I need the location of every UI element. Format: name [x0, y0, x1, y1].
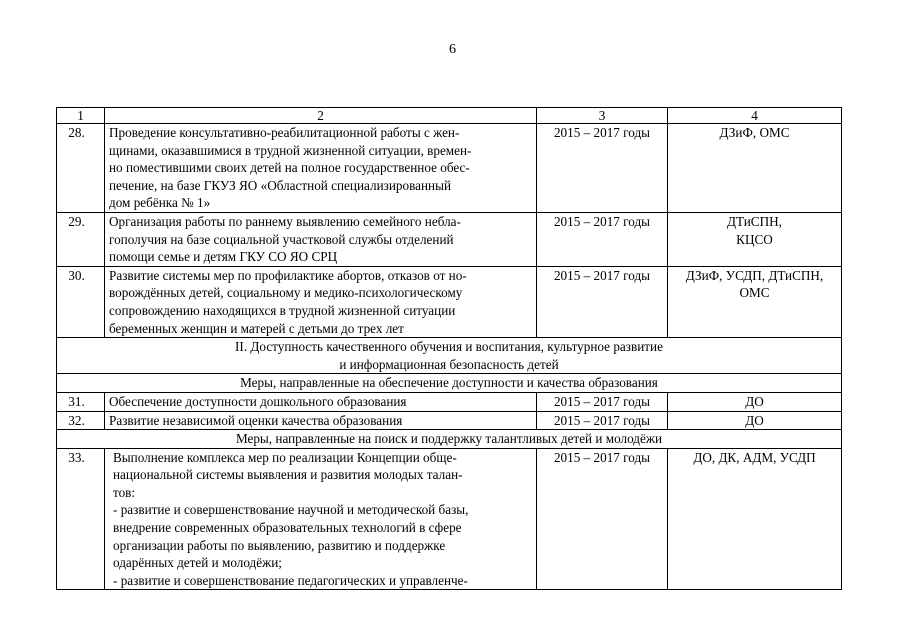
description-line: внедрение современных образовательных технологий в сфере	[113, 520, 462, 536]
description-line: помощи семье и детям ГКУ СО ЯО СРЦ	[109, 249, 338, 265]
row-description: Развитие независимой оценки качества образования	[105, 411, 537, 430]
table-row	[57, 448, 842, 590]
table-row	[57, 124, 842, 213]
description-line: сопровождению находящихся в трудной жизненной ситуации	[109, 302, 456, 318]
row-description: Обеспечение доступности дошкольного образования	[105, 392, 537, 411]
header-cell: 2	[105, 108, 537, 124]
row-period: 2015 – 2017 годы	[537, 212, 668, 266]
row-number: 29.	[57, 212, 105, 266]
description-line: - развитие и совершенствование научной и методической базы,	[113, 502, 469, 518]
header-cell: 3	[537, 108, 668, 124]
executors-line: ДЗиФ, ОМС	[719, 125, 790, 140]
description-line: беременных женщин и матерей с детьми до трех лет	[109, 320, 404, 336]
description-line: Развитие системы мер по профилактике абортов, отказов от но-	[109, 267, 467, 283]
description-line: Организация работы по раннему выявлению семейного небла-	[109, 213, 461, 229]
description-line: одарённых детей и молодёжи;	[113, 555, 282, 571]
subsection-heading-row	[57, 374, 842, 393]
description-line: гополучия на базе социальной участковой службы отделений	[109, 231, 454, 247]
description-line: дом ребёнка № 1»	[109, 195, 211, 211]
subsection-heading: Меры, направленные на поиск и поддержку талантливых детей и молодёжи	[57, 430, 842, 449]
description-line: Проведение консультативно-реабилитационной работы с жен-	[109, 125, 460, 140]
executors-line: КЦСО	[736, 231, 773, 247]
row-number: 30.	[57, 266, 105, 337]
row-executors	[668, 124, 842, 213]
row-number: 32.	[57, 411, 105, 430]
description-line: - развитие и совершенствование педагогических и управленче-	[113, 572, 468, 588]
row-executors: ДО	[668, 411, 842, 430]
row-executors	[668, 212, 842, 266]
row-number: 28.	[57, 124, 105, 213]
row-description	[105, 448, 537, 590]
row-number: 33.	[57, 448, 105, 590]
table-row	[57, 266, 842, 337]
section-heading-line: и информационная безопасность детей	[339, 356, 559, 372]
table-row	[57, 212, 842, 266]
description-line: ворождённых детей, социальному и медико-психологическому	[109, 285, 463, 301]
table-row	[57, 411, 842, 430]
row-number: 31.	[57, 392, 105, 411]
row-period: 2015 – 2017 годы	[537, 266, 668, 337]
description-line: печение, на базе ГКУЗ ЯО «Областной специализированный	[109, 177, 452, 193]
row-description	[105, 212, 537, 266]
executors-line: ДЗиФ, УСДП, ДТиСПН,	[685, 267, 824, 283]
section-heading-row	[57, 338, 842, 374]
description-line: тов:	[113, 484, 136, 500]
section-heading-line: II. Доступность качественного обучения и воспитания, культурное развитие	[235, 339, 663, 355]
subsection-heading-row	[57, 430, 842, 449]
row-description	[105, 124, 537, 213]
page-number: 6	[449, 42, 456, 57]
header-cell: 4	[668, 108, 842, 124]
header-cell: 1	[57, 108, 105, 124]
row-executors: ДО, ДК, АДМ, УСДП	[668, 448, 842, 590]
row-period: 2015 – 2017 годы	[537, 448, 668, 590]
section-heading	[57, 338, 842, 374]
row-period: 2015 – 2017 годы	[537, 392, 668, 411]
description-line: но поместившими своих детей на полное государственное обес-	[109, 160, 470, 176]
measures-table	[56, 107, 842, 590]
table-header-row	[57, 108, 842, 124]
row-executors	[668, 266, 842, 337]
table-row	[57, 392, 842, 411]
description-line: щинами, оказавшимися в трудной жизненной ситуации, времен-	[109, 142, 472, 158]
row-description	[105, 266, 537, 337]
description-line: Выполнение комплекса мер по реализации Концепции обще-	[113, 449, 457, 465]
row-period: 2015 – 2017 годы	[537, 124, 668, 213]
subsection-heading: Меры, направленные на обеспечение доступности и качества образования	[57, 374, 842, 393]
row-period: 2015 – 2017 годы	[537, 411, 668, 430]
description-line: национальной системы выявления и развития молодых талан-	[113, 467, 463, 483]
row-executors: ДО	[668, 392, 842, 411]
executors-line: ОМС	[739, 285, 770, 301]
description-line: организации работы по выявлению, развитию и поддержке	[113, 537, 446, 553]
executors-line: ДТиСПН,	[727, 213, 782, 229]
